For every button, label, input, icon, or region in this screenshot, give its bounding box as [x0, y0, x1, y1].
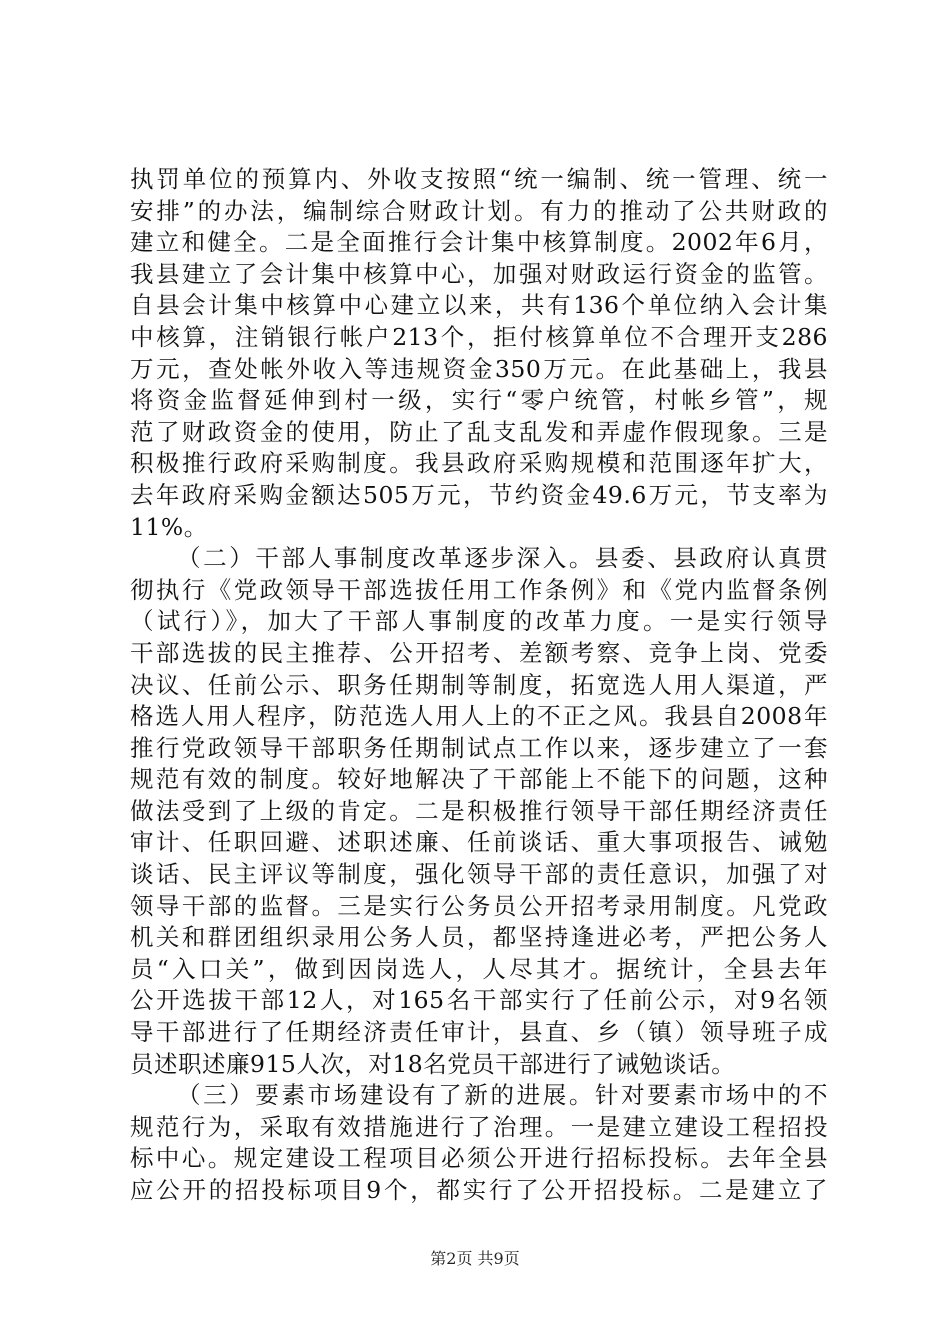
- paragraph: [130, 1080, 828, 1206]
- text-line: 去年政府采购金额达505万元，节约资金49.6万元，节支率为: [130, 480, 828, 509]
- text-line: （试行）》，加大了干部人事制度的改革力度。一是实行领导: [130, 607, 828, 636]
- text-line: 11%。: [130, 512, 208, 541]
- text-line: 安排”的办法，编制综合财政计划。有力的推动了公共财政的: [130, 196, 828, 225]
- text-line: 规范行为，采取有效措施进行了治理。一是建立建设工程招投: [130, 1112, 828, 1141]
- text-line: 员“入口关”，做到因岗选人，人尽其才。据统计，全县去年: [130, 954, 828, 983]
- text-line: 应公开的招投标项目9个，都实行了公开招投标。二是建立了: [130, 1176, 828, 1204]
- text-line: 建立和健全。二是全面推行会计集中核算制度。2002年6月，: [130, 228, 828, 257]
- text-line: 机关和群团组织录用公务人员，都坚持逢进必考，严把公务人: [130, 923, 828, 952]
- paragraph: [130, 164, 828, 543]
- text-line: 执罚单位的预算内、外收支按照“统一编制、统一管理、统一: [130, 165, 828, 193]
- text-line: 中核算，注销银行帐户213个，拒付核算单位不合理开支286: [130, 322, 828, 351]
- text-line: 推行党政领导干部职务任期制试点工作以来，逐步建立了一套: [130, 733, 828, 762]
- text-line: 范了财政资金的使用，防止了乱支乱发和弄虚作假现象。三是: [130, 417, 828, 446]
- text-line: 领导干部的监督。三是实行公务员公开招考录用制度。凡党政: [130, 891, 828, 920]
- text-line: （二）干部人事制度改革逐步深入。县委、县政府认真贯: [177, 544, 828, 573]
- text-line: 审计、任职回避、述职述廉、任前谈话、重大事项报告、诫勉: [130, 828, 828, 857]
- text-line: 彻执行《党政领导干部选拔任用工作条例》和《党内监督条例: [130, 575, 828, 604]
- text-line: 公开选拔干部12人，对165名干部实行了任前公示，对9名领: [130, 986, 828, 1015]
- text-line: 格选人用人程序，防范选人用人上的不正之风。我县自2008年: [130, 702, 828, 731]
- text-line: 做法受到了上级的肯定。二是积极推行领导干部任期经济责任: [130, 796, 828, 825]
- text-line: 导干部进行了任期经济责任审计，县直、乡（镇）领导班子成: [130, 1018, 828, 1047]
- paragraph: [130, 543, 828, 1080]
- text-line: 员述职述廉915人次，对18名党员干部进行了诫勉谈话。: [130, 1049, 736, 1078]
- body-text: [130, 164, 828, 1207]
- text-line: 万元，查处帐外收入等违规资金350万元。在此基础上，我县: [130, 354, 828, 383]
- text-line: 自县会计集中核算中心建立以来，共有136个单位纳入会计集: [130, 291, 828, 320]
- text-line: （三）要素市场建设有了新的进展。针对要素市场中的不: [177, 1081, 828, 1110]
- text-line: 决议、任前公示、职务任期制等制度，拓宽选人用人渠道，严: [130, 670, 828, 699]
- text-line: 我县建立了会计集中核算中心，加强对财政运行资金的监管。: [130, 259, 828, 288]
- text-line: 谈话、民主评议等制度，强化领导干部的责任意识，加强了对: [130, 860, 828, 889]
- text-line: 干部选拔的民主推荐、公开招考、差额考察、竞争上岗、党委: [130, 638, 828, 667]
- text-line: 积极推行政府采购制度。我县政府采购规模和范围逐年扩大，: [130, 449, 828, 478]
- text-line: 规范有效的制度。较好地解决了干部能上不能下的问题，这种: [130, 765, 828, 794]
- text-line: 将资金监督延伸到村一级，实行“零户统管，村帐乡管”，规: [130, 386, 828, 415]
- page-footer: 第2页 共9页: [430, 1249, 520, 1268]
- text-line: 标中心。规定建设工程项目必须公开进行招标投标。去年全县: [130, 1144, 828, 1173]
